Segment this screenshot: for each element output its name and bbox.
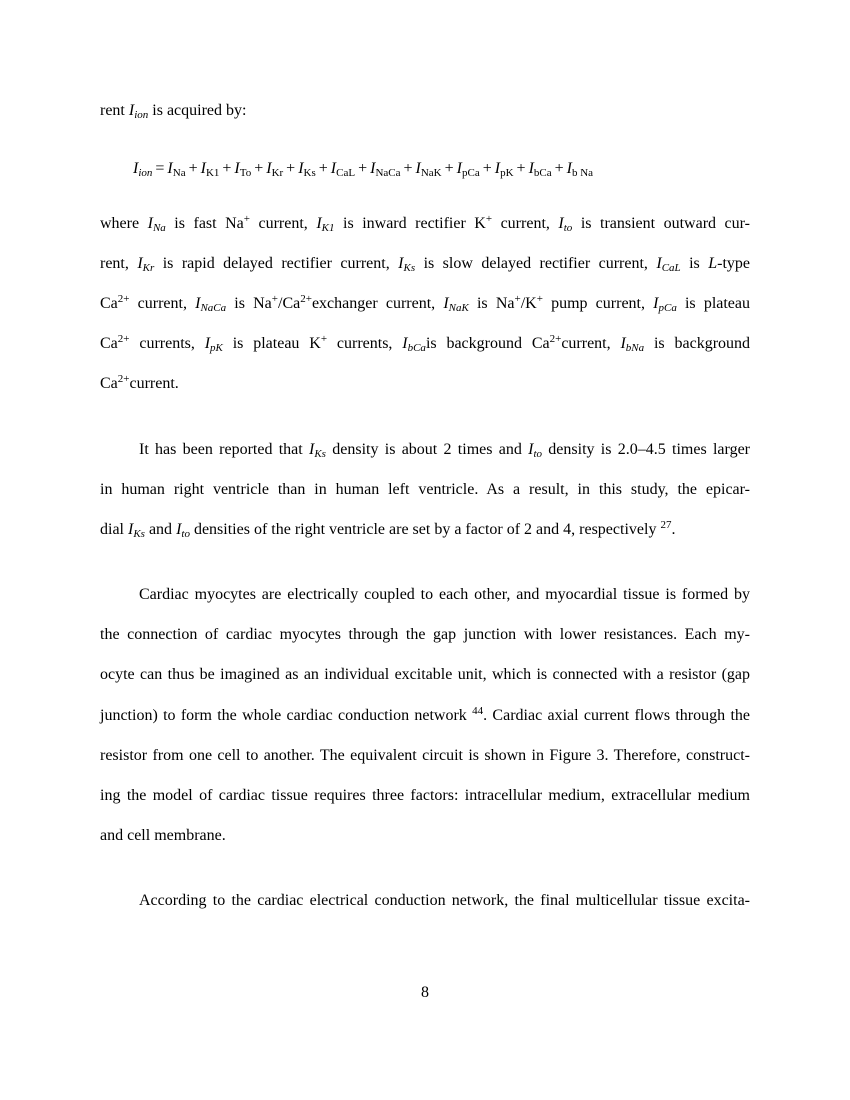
text: . xyxy=(671,521,676,538)
intro-line xyxy=(100,101,750,121)
italic-text: L xyxy=(708,255,718,272)
eq-plus: + xyxy=(516,160,526,177)
text: where xyxy=(100,215,148,232)
math-subscript: K1 xyxy=(321,222,335,234)
definitions-line-2 xyxy=(100,254,750,274)
math-subscript: Na xyxy=(152,222,166,234)
text: density is about 2 times and xyxy=(325,441,529,458)
para3-line-4 xyxy=(100,706,750,726)
eq-term-sub: To xyxy=(239,167,252,179)
text: is background xyxy=(644,335,751,352)
eq-term-sub: K1 xyxy=(205,167,220,179)
eq-plus: + xyxy=(188,160,198,177)
definitions-line-5 xyxy=(100,374,750,394)
text: and xyxy=(144,521,177,538)
superscript: 2+ xyxy=(117,373,130,385)
text: is rapid delayed rectifier current, xyxy=(154,255,399,272)
math-symbol: I xyxy=(128,102,135,119)
page-number: 8 xyxy=(421,984,429,1001)
text: exchanger current, xyxy=(311,295,444,312)
math-symbol: I xyxy=(402,335,408,352)
eq-term-symbol: I xyxy=(370,160,376,177)
para3-line-5: resistor from one cell to another. The equivalent circuit is shown in Figure 3. Therefore, construct- xyxy=(100,747,750,764)
superscript: 2+ xyxy=(117,293,130,305)
definitions-line-3 xyxy=(100,294,750,314)
eq-term-symbol: I xyxy=(167,160,173,177)
text: is fast Na xyxy=(165,215,244,232)
math-subscript: Ks xyxy=(403,262,416,274)
math-subscript: pK xyxy=(210,342,223,354)
eq-plus: + xyxy=(554,160,564,177)
para3-line-3: ocyte can thus be imagined as an individual excitable unit, which is connected with a resistor (gap xyxy=(100,666,750,683)
math-symbol: I xyxy=(653,295,659,312)
text: density is 2.0–4.5 times larger xyxy=(542,441,751,458)
citation-ref[interactable]: 27 xyxy=(660,519,672,531)
math-symbol: I xyxy=(147,215,153,232)
text: current, xyxy=(129,295,196,312)
eq-lhs-symbol: I xyxy=(133,160,139,177)
eq-term-sub: NaCa xyxy=(375,167,401,179)
eq-term-symbol: I xyxy=(415,160,421,177)
math-subscript: to xyxy=(563,222,573,234)
superscript: 2+ xyxy=(549,333,562,345)
eq-term-symbol: I xyxy=(528,160,534,177)
math-subscript: to xyxy=(533,448,543,460)
math-subscript: bCa xyxy=(407,342,426,354)
math-symbol: I xyxy=(128,521,134,538)
text: is plateau xyxy=(676,295,751,312)
eq-term-symbol: I xyxy=(494,160,501,177)
text: -type xyxy=(717,255,751,272)
math-symbol: I xyxy=(176,521,182,538)
text: It has been reported that xyxy=(139,441,310,458)
math-subscript: Kr xyxy=(142,262,155,274)
eq-term-sub: CaL xyxy=(336,167,356,179)
eq-term-sub: Kr xyxy=(271,167,284,179)
text: Ca xyxy=(100,295,118,312)
text: is plateau K xyxy=(222,335,321,352)
text: current, xyxy=(561,335,621,352)
citation-ref[interactable]: 44 xyxy=(472,705,484,717)
math-symbol: I xyxy=(137,255,143,272)
math-symbol: I xyxy=(528,441,534,458)
math-subscript: pCa xyxy=(658,302,677,314)
text: junction) to form the whole cardiac conduction network xyxy=(100,707,473,724)
eq-term-sub: b Na xyxy=(571,167,594,179)
text: Ca xyxy=(100,335,118,352)
math-subscript: to xyxy=(181,528,190,540)
eq-plus: + xyxy=(222,160,232,177)
math-symbol: I xyxy=(558,215,564,232)
para2-line-1 xyxy=(139,440,750,460)
eq-term-sub: Ks xyxy=(303,167,316,179)
math-symbol: I xyxy=(398,255,404,272)
text: dial xyxy=(100,521,128,538)
eq-term-symbol: I xyxy=(566,160,572,177)
math-subscript: NaCa xyxy=(200,302,227,314)
text: densities of the right ventricle are set by a factor of 2 and 4, respectively xyxy=(189,521,661,538)
eq-term-sub: pK xyxy=(500,167,514,179)
superscript: 2+ xyxy=(300,293,312,305)
equation-ion xyxy=(133,158,593,180)
eq-term-symbol: I xyxy=(298,160,304,177)
eq-term-symbol: I xyxy=(266,160,272,177)
para4-line-1: According to the cardiac electrical conduction network, the final multicellular tissue excita- xyxy=(139,892,750,909)
text: is inward rectifier K xyxy=(334,215,486,232)
superscript: 2+ xyxy=(117,333,130,345)
math-subscript: bNa xyxy=(625,342,645,354)
text: rent xyxy=(100,102,129,119)
para3-line-6: ing the model of cardiac tissue requires three factors: intracellular medium, extracellular medium xyxy=(100,787,750,804)
definitions-line-1 xyxy=(100,214,750,234)
para3-line-1: Cardiac myocytes are electrically coupled to each other, and myocardial tissue is formed by xyxy=(139,586,750,603)
eq-term-symbol: I xyxy=(456,160,462,177)
para2-line-3 xyxy=(100,520,750,540)
superscript: + xyxy=(320,333,328,345)
text: is background Ca xyxy=(425,335,550,352)
text: is transient outward cur- xyxy=(572,215,750,232)
eq-lhs-sub: ion xyxy=(138,167,153,179)
eq-term-symbol: I xyxy=(200,160,206,177)
eq-equals: = xyxy=(155,160,165,177)
superscript: + xyxy=(271,293,279,305)
text: . Cardiac axial current flows through the xyxy=(483,707,750,724)
text: currents, xyxy=(129,335,205,352)
eq-term-sub: pCa xyxy=(461,167,480,179)
eq-term-sub: NaK xyxy=(420,167,442,179)
eq-term-symbol: I xyxy=(330,160,337,177)
math-symbol: I xyxy=(620,335,626,352)
eq-plus: + xyxy=(318,160,328,177)
eq-term-symbol: I xyxy=(234,160,240,177)
math-subscript: Ks xyxy=(314,448,326,460)
text: pump current, xyxy=(542,295,654,312)
math-symbol: I xyxy=(316,215,322,232)
math-symbol: I xyxy=(309,441,315,458)
text: currents, xyxy=(327,335,403,352)
eq-plus: + xyxy=(482,160,492,177)
math-symbol: I xyxy=(656,255,662,272)
text: is slow delayed rectifier current, xyxy=(415,255,657,272)
math-subscript: NaK xyxy=(448,302,469,314)
text: Ca xyxy=(100,375,118,392)
text: /K xyxy=(520,295,537,312)
superscript: + xyxy=(536,293,543,305)
math-symbol: I xyxy=(443,295,449,312)
eq-plus: + xyxy=(444,160,454,177)
eq-plus: + xyxy=(286,160,296,177)
text: current, xyxy=(492,215,559,232)
para2-line-2: in human right ventricle than in human left ventricle. As a result, in this study, the epicar- xyxy=(100,481,750,498)
text: current, xyxy=(249,215,317,232)
para3-line-7: and cell membrane. xyxy=(100,827,226,844)
math-subscript: Ks xyxy=(133,528,145,540)
eq-term-sub: bCa xyxy=(533,167,552,179)
definitions-line-4 xyxy=(100,334,750,354)
text: is Na xyxy=(468,295,515,312)
superscript: + xyxy=(485,213,493,225)
eq-term-sub: Na xyxy=(172,167,186,179)
text: current. xyxy=(129,375,179,392)
superscript: + xyxy=(243,213,250,225)
para3-line-2: the connection of cardiac myocytes through the gap junction with lower resistances. Each my- xyxy=(100,626,750,643)
math-subscript: ion xyxy=(134,109,149,121)
text: is Na xyxy=(226,295,272,312)
text: is xyxy=(680,255,709,272)
superscript: + xyxy=(514,293,521,305)
eq-plus: + xyxy=(254,160,264,177)
text: is acquired by: xyxy=(148,102,247,119)
text: rent, xyxy=(100,255,138,272)
text: /Ca xyxy=(278,295,301,312)
eq-plus: + xyxy=(358,160,368,177)
math-symbol: I xyxy=(204,335,211,352)
eq-plus: + xyxy=(403,160,413,177)
math-symbol: I xyxy=(195,295,201,312)
math-subscript: CaL xyxy=(661,262,681,274)
